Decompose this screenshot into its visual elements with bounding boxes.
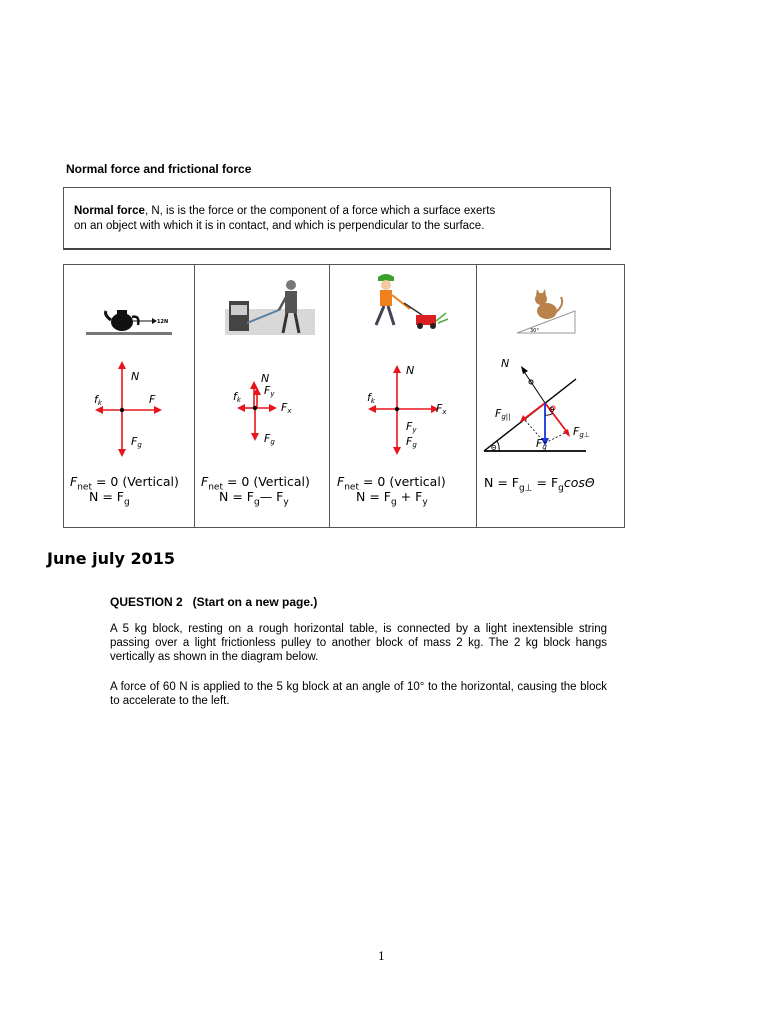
- label-Fg-perpendicular: Fg⊥: [573, 425, 590, 439]
- label-Fx: Fx: [281, 401, 292, 415]
- label-Fg: Fg: [131, 435, 142, 449]
- label-fk: fk: [367, 391, 375, 405]
- applied-force-label: 12N: [157, 319, 169, 325]
- definition-text: [74, 204, 594, 234]
- equation-2: $N = F_g + F_y$: [356, 489, 428, 508]
- equation-1: $F_{net} = 0$ (vertical): [337, 474, 446, 493]
- teapot-scene: [86, 310, 172, 335]
- question-paragraph-1: A 5 kg block, resting on a rough horizontal table, is connected by a light inextensible string passing over a light frictionless pulley to another block of mass 2 kg. The 2 kg block hangs vertically as shown in the diagram below.: [110, 623, 607, 663]
- pulling-scene: [225, 280, 315, 335]
- label-N: N: [501, 357, 510, 370]
- exam-heading: June july 2015: [47, 549, 176, 568]
- equation-2: $N = F_g—$ $F_y$: [219, 489, 289, 508]
- force-diagram-table: [63, 264, 625, 528]
- label-Fg-parallel: Fg||: [495, 407, 511, 421]
- equation-incline: $N = F_{g\perp} = F_g\cos\Theta$: [484, 475, 595, 494]
- question-title: QUESTION 2 (Start on a new page.): [110, 595, 318, 609]
- label-N: N: [261, 372, 270, 385]
- label-fk: fk: [233, 390, 241, 404]
- theta-label-lower: Θ: [491, 444, 497, 452]
- equation-2: $N = F_g$: [89, 489, 130, 508]
- equation-1: $F_{net} = 0$ (Vertical): [201, 474, 310, 493]
- equation-1: $F_{net} = 0$ (Vertical): [70, 474, 179, 493]
- definition-line1: , N, is is the force or the component of a force which a surface exerts: [144, 205, 496, 217]
- label-Fx: Fx: [436, 402, 447, 416]
- theta-label-upper: Θ: [549, 406, 555, 414]
- incline-angle-label: 30°: [530, 328, 539, 334]
- label-Fg: Fg: [264, 432, 275, 446]
- section-title: Normal force and frictional force: [66, 162, 252, 176]
- label-N: N: [406, 364, 415, 377]
- page-number: 1: [378, 950, 385, 963]
- question-paragraph-2: A force of 60 N is applied to the 5 kg block at an angle of 10° to the horizontal, causing the block to accelerate to the left.: [110, 681, 607, 707]
- label-Fg: Fg: [536, 437, 547, 451]
- label-N: N: [131, 370, 140, 383]
- definition-box: [63, 187, 611, 250]
- definition-term: Normal force: [74, 205, 145, 217]
- force-arrows: [95, 361, 162, 457]
- force-arrows: [368, 365, 439, 455]
- mower-scene: [376, 274, 448, 329]
- label-F: F: [149, 393, 156, 406]
- label-Fg: Fg: [406, 435, 417, 449]
- label-Fy: Fy: [264, 384, 275, 398]
- label-fk: fk: [94, 393, 102, 407]
- definition-line2: on an object with which it is in contact, and which is perpendicular to the surface.: [74, 220, 485, 232]
- label-Fy: Fy: [406, 420, 417, 434]
- cat-incline-scene: [517, 289, 575, 334]
